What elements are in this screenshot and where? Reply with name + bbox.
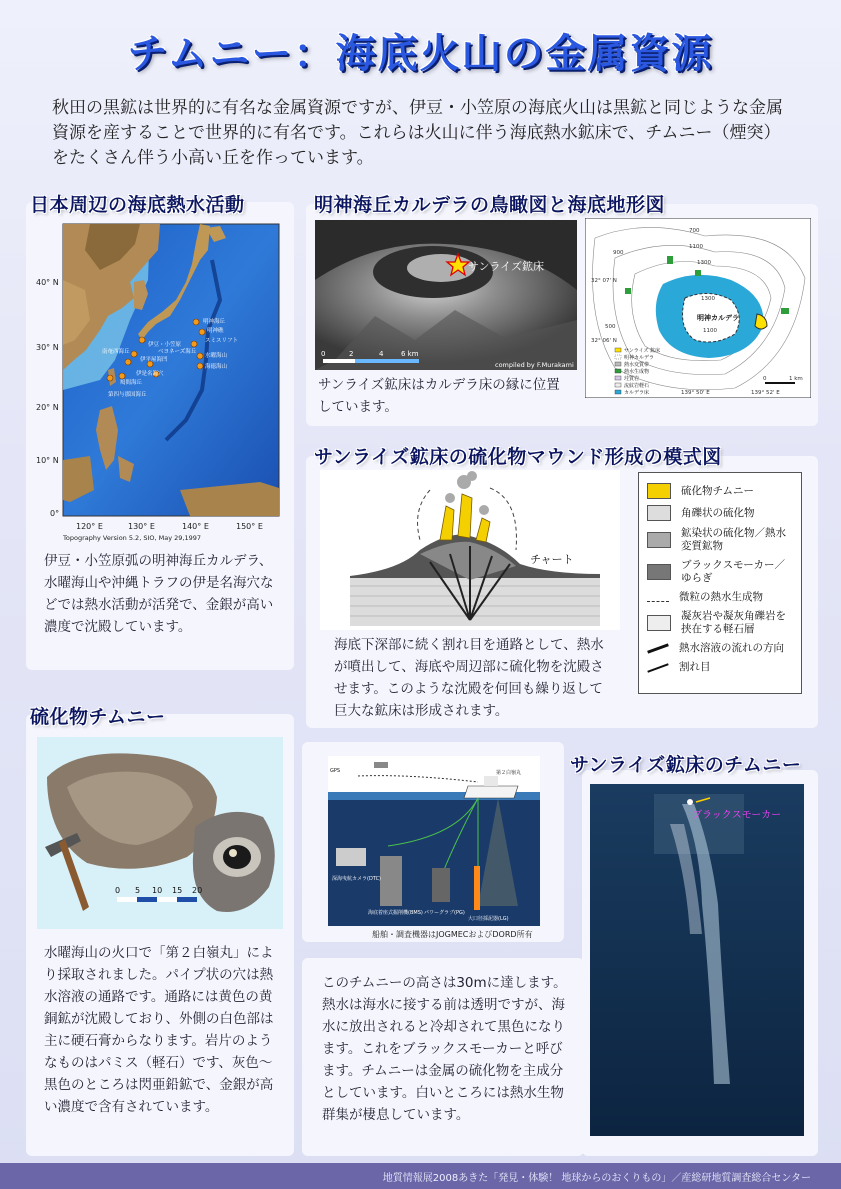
site-label: 明神礁 xyxy=(207,328,224,334)
survey-equipment-diagram xyxy=(328,756,540,926)
legend-item: 鉱染状の硫化物／熱水変質鉱物 xyxy=(647,527,793,553)
legend-item: 硫化物チムニー xyxy=(647,483,793,499)
lat-label: 10° N xyxy=(36,456,59,465)
mound-text: 海底下深部に続く割れ目を通路として、熱水が噴出して、海底や周辺部に硫化物を沈殿させます。このような沈殿を何回も繰り返して巨大な鉱床は形成されます。 xyxy=(334,637,604,719)
lat-label: 0° xyxy=(50,509,60,518)
lon-label: 150° E xyxy=(236,522,263,531)
coord-label: 32° 07' N xyxy=(591,278,617,284)
myojin-heading: 明神海丘カルデラの鳥瞰図と海底地形図 xyxy=(314,194,666,216)
chimney-photo xyxy=(590,784,804,1136)
scale-label: 6 km xyxy=(401,350,419,358)
map-legend-item: 明神カルデラ xyxy=(624,355,655,361)
map-legend-item: 熱水変質帯 xyxy=(624,362,650,368)
chert-label: チャート xyxy=(530,553,574,566)
footer-credit: 地質情報展2008あきた「発見・体験！ 地球からのおくりもの」／産総研地質調査総合センター xyxy=(382,1173,811,1184)
contour-label: 900 xyxy=(613,250,624,256)
sunrise-label: サンライズ鉱床 xyxy=(468,260,545,273)
contour-label: 700 xyxy=(689,228,700,234)
mound-heading: サンライズ鉱床の硫化物マウンド形成の模式図 xyxy=(314,446,722,468)
lat-label: 40° N xyxy=(36,278,59,287)
photo-scale-label: 15 xyxy=(172,886,183,895)
smoker-swatch-icon xyxy=(647,564,671,580)
coord-label: 139° 50' E xyxy=(681,390,710,396)
site-label: 伊豆・小笠原 xyxy=(148,342,182,348)
contour-label: 1100 xyxy=(703,328,717,334)
myojin-text: サンライズ鉱床はカルデラ床の縁に位置しています。 xyxy=(318,377,560,415)
japan-heading: 日本周辺の海底熱水活動 xyxy=(30,194,245,216)
site-label: 鳩間海丘 xyxy=(120,380,143,386)
caldera-topo-map xyxy=(585,218,811,398)
site-label: 南奄西海丘 xyxy=(102,349,130,355)
legend-item: 凝灰岩や凝灰角礫岩を挟在する軽石層 xyxy=(647,610,793,636)
fracture-line-icon xyxy=(647,663,668,672)
photo-scale-label: 10 xyxy=(152,886,163,895)
contour-label: 1100 xyxy=(689,244,703,250)
site-label: 第四与那国海丘 xyxy=(108,392,147,398)
flow-arrow-icon xyxy=(647,643,669,653)
survey-text: このチムニーの高さは30mに達します。熱水は海水に接する前は透明ですが、海水に放出されると冷却されて黒色になります。これをブラックスモーカーと呼びます。チムニーは金属の硫化物を主成分としています。白いところには熱水生物群集が棲息しています。 xyxy=(322,975,567,1123)
mound-diagram xyxy=(320,470,620,630)
site-label: 伊是名海穴 xyxy=(136,371,164,377)
site-label: スミスリフト xyxy=(205,338,239,344)
legend-item: 微粒の熱水生成物 xyxy=(647,591,793,604)
smoker-label: ブラックスモーカー xyxy=(692,810,782,821)
lon-label: 140° E xyxy=(182,522,209,531)
sulfide-heading: 硫化物チムニー xyxy=(30,706,166,728)
equipment-label: GPS xyxy=(330,768,341,774)
map-credit: Topography Version 5.2, SIO, May 29,1997 xyxy=(63,534,201,542)
intro-text: 秋田の黒鉱は世界的に有名な金属資源ですが、伊豆・小笠原の海底火山は黒鉱と同じような金属資源を産することで世界的に有名です。これらは火山に伴う海底熱水鉱床で、チムニー（煙突）をたくさん伴う小高い丘を作っています。 xyxy=(52,98,783,168)
page-title: チムニー：海底火山の金属資源 xyxy=(127,31,714,77)
contour-label: 1300 xyxy=(701,296,715,302)
pumice-swatch-icon xyxy=(647,615,671,631)
equipment-label: 大口径採泥器(LG) xyxy=(468,916,509,922)
site-label: 明神海丘 xyxy=(203,319,226,325)
map-legend-item: サンライズ 鉱床 xyxy=(624,348,661,354)
equipment-label: パワーグラブ(PG) xyxy=(424,910,465,916)
compiled-credit: compiled by F.Murakami xyxy=(495,361,574,369)
sulfide-chimney-photo xyxy=(37,737,283,929)
contour-label: 500 xyxy=(605,324,616,330)
fine-product-swatch-icon xyxy=(647,593,669,602)
coord-label: 32° 06' N xyxy=(591,338,617,344)
japan-text: 伊豆・小笠原弧の明神海丘カルデラ、水曜海山や沖縄トラフの伊是名海穴などでは熱水活動が活発で、金銀が高い濃度で沈殿しています。 xyxy=(44,553,274,635)
sulfide-text: 水曜海山の火口で「第２白嶺丸」により採取されました。パイプ状の穴は熱水溶液の通路です。通路には黄色の黄銅鉱が沈殿しており、外側の白色部は主に硬石膏からなります。岩片のようなものはパミス（軽石）です、灰色～黒色のところは閃亜鉛鉱で、金銀が高い濃度で含有されています。 xyxy=(44,945,274,1115)
photo-scale-label: 20 xyxy=(192,886,203,895)
legend-item: ブラックスモーカー／ゆらぎ xyxy=(647,559,793,585)
caldera-bird-view xyxy=(315,220,577,370)
photo-scale-label: 5 xyxy=(135,886,141,895)
map-scale-label: 1 km xyxy=(789,376,803,382)
contour-label: 1300 xyxy=(697,260,711,266)
coord-label: 139° 52' E xyxy=(751,390,780,396)
scale-label: 0 xyxy=(321,350,326,358)
breccia-swatch-icon xyxy=(647,505,671,521)
legend-item: 角礫状の硫化物 xyxy=(647,505,793,521)
site-label: ベヨネーズ海丘 xyxy=(158,349,197,355)
lon-label: 130° E xyxy=(128,522,155,531)
lat-label: 20° N xyxy=(36,403,59,412)
map-legend-item: 珪質岩 xyxy=(624,376,640,382)
site-label: 海徳海山 xyxy=(205,364,228,370)
footer-bar xyxy=(0,1163,841,1189)
caldera-label: 明神カルデラ xyxy=(697,314,739,322)
chimney-heading: サンライズ鉱床のチムニー xyxy=(570,754,802,776)
disseminated-swatch-icon xyxy=(647,532,671,548)
lon-label: 120° E xyxy=(76,522,103,531)
survey-caption: 船舶・調査機器はJOGMECおよびDORD所有 xyxy=(372,930,533,939)
site-label: 水曜海山 xyxy=(205,353,228,359)
photo-scale-label: 0 xyxy=(115,886,121,895)
map-legend-item: 熱水生成物 xyxy=(624,369,650,375)
site-label: 伊平屋海凹 xyxy=(140,357,168,363)
scale-label: 2 xyxy=(349,350,354,358)
equipment-label: 海底着座式掘削機(BMS) xyxy=(368,910,423,916)
equipment-label: 第２白嶺丸 xyxy=(496,770,522,776)
scale-label: 4 xyxy=(379,350,384,358)
legend-item: 熱水溶液の流れの方向 xyxy=(647,642,793,655)
japan-seafloor-map xyxy=(30,220,282,545)
map-scale-label: 0 xyxy=(763,376,767,382)
map-legend-item: 流紋岩軽石 xyxy=(624,383,650,389)
equipment-label: 深海曳航カメラ(DTC) xyxy=(332,876,382,882)
lat-label: 30° N xyxy=(36,343,59,352)
chimney-swatch-icon xyxy=(647,483,671,499)
map-legend-item: カルデラ床 xyxy=(624,390,650,396)
mound-legend xyxy=(638,472,802,694)
legend-item: 割れ目 xyxy=(647,661,793,674)
